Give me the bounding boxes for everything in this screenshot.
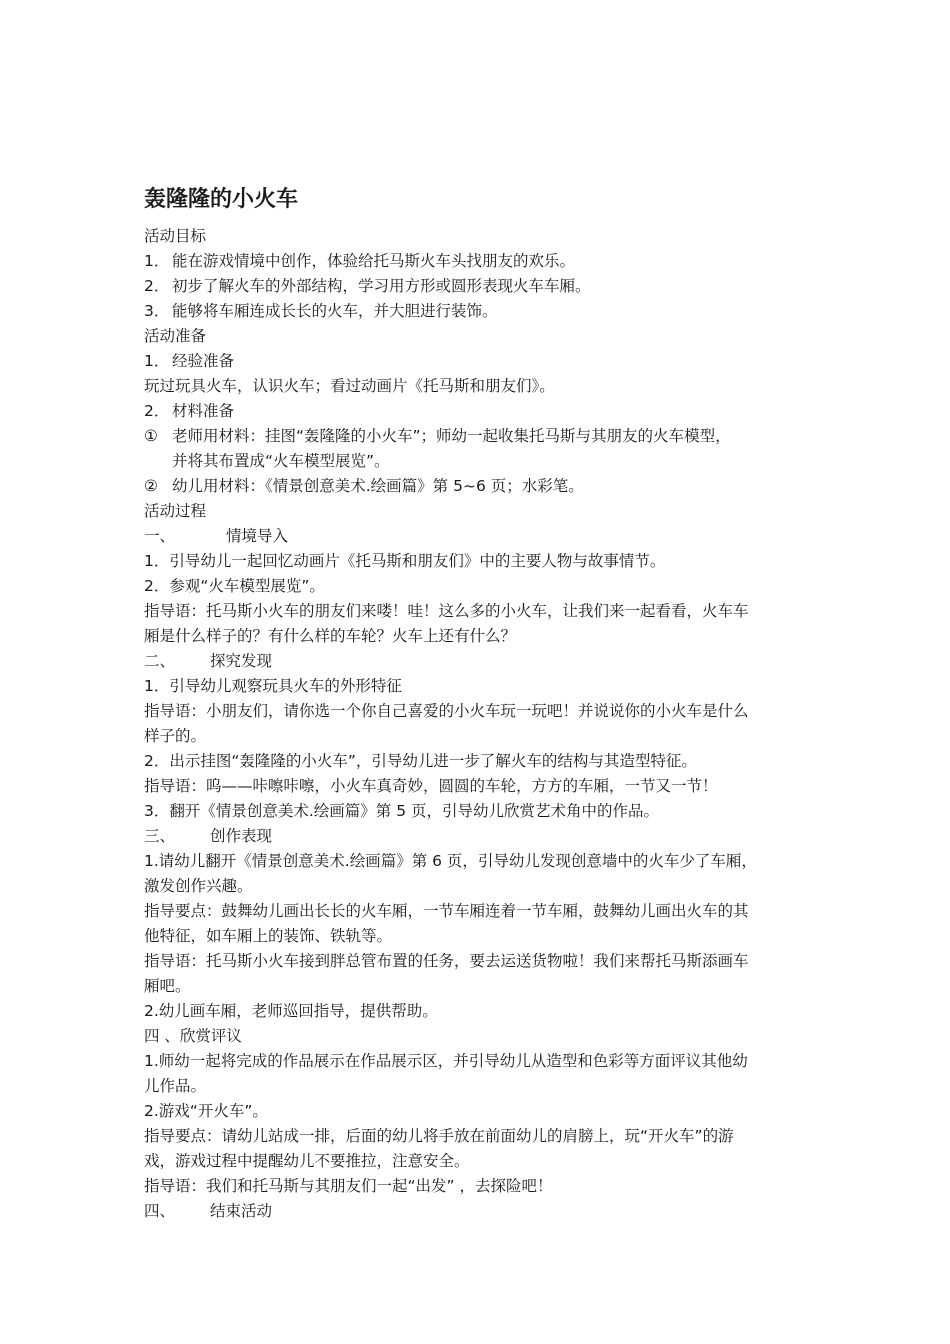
prep-label: 材料准备: [172, 402, 235, 420]
objective-item: [144, 274, 812, 299]
objective-number: 1．: [144, 252, 170, 270]
circled-number: ①: [144, 427, 158, 445]
guide-text-cont: 样子的。: [144, 727, 207, 745]
process-item: 1.师幼一起将完成的作品展示在作品展示区，并引导幼儿从造型和色彩等方面评议其他幼: [144, 1052, 748, 1070]
process-item: 1.请幼儿翻开《情景创意美术.绘画篇》第 6 页，引导幼儿发现创意墙中的火车少了车厢，: [144, 852, 757, 870]
material-item-children: [144, 474, 812, 499]
guide-text: 指导语：托马斯小火车的朋友们来喽！哇！这么多的小火车，让我们来一起看看，火车车: [144, 602, 749, 620]
document-title: 轰隆隆的小火车: [144, 187, 299, 212]
process-item: 3．翻开《情景创意美术.绘画篇》第 5 页，引导幼儿欣赏艺术角中的作品。: [144, 802, 660, 820]
process-item: 2.幼儿画车厢，老师巡回指导，提供帮助。: [144, 1002, 438, 1020]
section-heading-objectives: 活动目标: [144, 227, 207, 245]
guide-text: 指导语：小朋友们，请你选一个你自己喜爱的小火车玩一玩吧！并说说你的小火车是什么: [144, 702, 749, 720]
process-part-heading: 四 、欣赏评议: [144, 1027, 242, 1045]
guide-text: 指导语：托马斯小火车接到胖总管布置的任务，要去运送货物啦！我们来帮托马斯添画车: [144, 952, 749, 970]
prep-subheading-materials: [144, 399, 812, 424]
guide-text: 指导语：我们和托马斯与其朋友们一起“出发” ，去探险吧！: [144, 1177, 553, 1195]
material-text: 老师用材料：挂图“轰隆隆的小火车”；师幼一起收集托马斯与其朋友的火车模型，: [172, 427, 731, 445]
process-item: 2.游戏“开火车”。: [144, 1102, 268, 1120]
objective-number: 2．: [144, 277, 170, 295]
process-part-heading: [144, 649, 812, 674]
circled-number: ②: [144, 477, 158, 495]
objective-number: 3．: [144, 302, 170, 320]
part-label: 创作表现: [210, 827, 273, 845]
process-item-cont: 激发创作兴趣。: [144, 877, 253, 895]
key-points-text-cont: 戏，游戏过程中提醒幼儿不要推拉，注意安全。: [144, 1152, 470, 1170]
part-label: 结束活动: [210, 1202, 273, 1220]
prep-label: 经验准备: [172, 352, 235, 370]
objective-text: 初步了解火车的外部结构，学习用方形或圆形表现火车车厢。: [172, 277, 591, 295]
key-points-text: 指导要点：鼓舞幼儿画出长长的火车厢，一节车厢连着一节车厢，鼓舞幼儿画出火车的其: [144, 902, 749, 920]
section-heading-preparation: 活动准备: [144, 327, 207, 345]
material-item-teacher: [144, 424, 812, 449]
material-text: 幼儿用材料：《情景创意美术.绘画篇》第 5~6 页；水彩笔。: [172, 477, 584, 495]
objective-text: 能够将车厢连成长长的火车，并大胆进行装饰。: [172, 302, 498, 320]
section-heading-process: 活动过程: [144, 502, 207, 520]
key-points-text-cont: 他特征，如车厢上的装饰、铁轨等。: [144, 927, 393, 945]
part-number: 二、: [144, 652, 176, 670]
guide-text-cont: 厢是什么样子的？有什么样的车轮？火车上还有什么？: [144, 627, 517, 645]
process-part-heading: [144, 1199, 812, 1224]
part-number: 三、: [144, 827, 176, 845]
prep-experience-text: 玩过玩具火车，认识火车；看过动画片《托马斯和朋友们》。: [144, 377, 555, 395]
process-item-cont: 儿作品。: [144, 1077, 207, 1095]
prep-subheading-experience: [144, 349, 812, 374]
document-content: [144, 182, 812, 1224]
material-item-teacher-cont: 并将其布置成“火车模型展览”。: [172, 452, 390, 470]
prep-number: 2．: [144, 402, 170, 420]
process-item: 2．出示挂图“轰隆隆的小火车”，引导幼儿进一步了解火车的结构与其造型特征。: [144, 752, 697, 770]
prep-number: 1．: [144, 352, 170, 370]
process-item: 1．引导幼儿观察玩具火车的外形特征: [144, 677, 402, 695]
objective-item: [144, 249, 812, 274]
part-label: 情境导入: [226, 527, 289, 545]
process-part-heading: [144, 524, 812, 549]
process-part-heading: [144, 824, 812, 849]
key-points-text: 指导要点：请幼儿站成一排，后面的幼儿将手放在前面幼儿的肩膀上，玩“开火车”的游: [144, 1127, 734, 1145]
guide-text: 指导语：呜——咔嚓咔嚓，小火车真奇妙，圆圆的车轮，方方的车厢，一节又一节！: [144, 777, 718, 795]
part-number: 四、: [144, 1202, 176, 1220]
objective-text: 能在游戏情境中创作，体验给托马斯火车头找朋友的欢乐。: [172, 252, 576, 270]
part-number: 一、: [144, 527, 176, 545]
process-item: 1．引导幼儿一起回忆动画片《托马斯和朋友们》中的主要人物与故事情节。: [144, 552, 666, 570]
part-label: 探究发现: [210, 652, 273, 670]
guide-text-cont: 厢吧。: [144, 977, 191, 995]
process-item: 2．参观“火车模型展览”。: [144, 577, 325, 595]
objective-item: [144, 299, 812, 324]
